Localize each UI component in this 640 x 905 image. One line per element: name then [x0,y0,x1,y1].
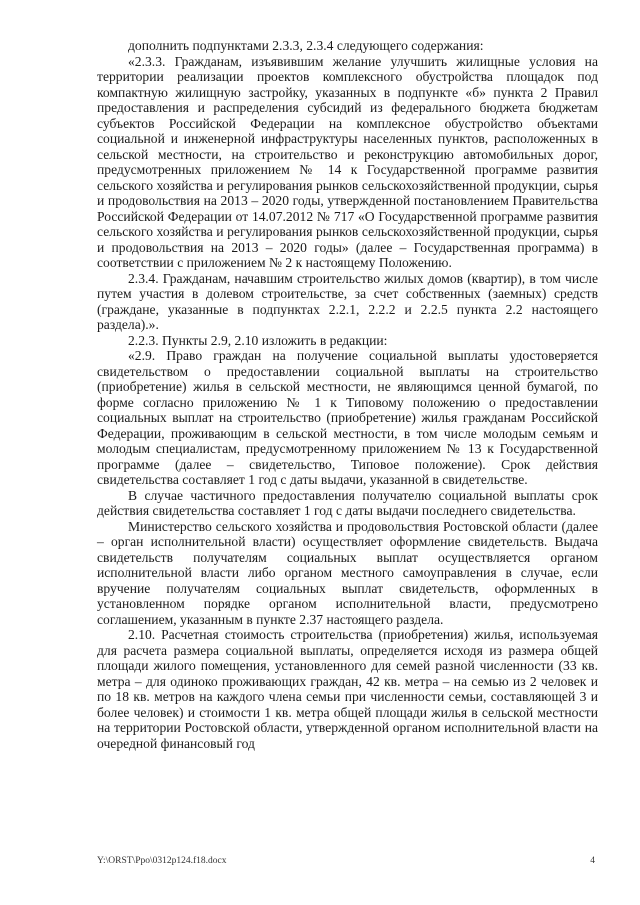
footer-page-number: 4 [590,856,595,866]
paragraph-2-2-3: 2.2.3. Пункты 2.9, 2.10 изложить в редакции: [128,332,388,348]
paragraph-partial-payment: В случае частичного предоставления получателю социальной выплаты срок действия свидетельства составляет 1 год с даты выдачи последнего свидетельства. [97,487,598,518]
paragraph-intro: дополнить подпунктами 2.3.3, 2.3.4 следующего содержания: [128,38,484,53]
paragraph-2-3-4: 2.3.4. Гражданам, начавшим строительство жилых домов (квартир), в том числе путем участия в долевом строительстве, за счет собственных (заемных) средств (граждане, указанные в подпунктах 2.2.1, 2.2.2 и 2.2.5 пункта 2.2 настоящего раздела).». [97,270,598,332]
paragraph-2-9: «2.9. Право граждан на получение социальной выплаты удостоверяется свидетельством о предоставлении социальной выплаты на строительство (приобретение) жилья в сельской местности, не являющимся ценной бумагой, по форме согласно приложению № 1 к Типовому положению о предоставлении социальных выплат на строительство (приобретение) жилья гражданам Российской Федерации, проживающим в сельской местности, в том числе молодым семьям и молодым специалистам, предусмотренному приложением № 13 к Государственной программе (далее – свидетельство, Типовое положение). Срок действия свидетельства составляет 1 год с даты выдачи, указанной в свидетельстве. [97,348,598,487]
paragraph-2-10: 2.10. Расчетная стоимость строительства (приобретения) жилья, используемая для расчета размера социальной выплаты, определяется исходя из размера общей площади жилого помещения, установленного для семей разной численности (33 кв. метра – для одиноко проживающих граждан, 42 кв. метра – на семью из 2 человек и по 18 кв. метров на каждого члена семьи при численности семьи, составляющей 3 и более человек) и стоимости 1 кв. метра общей площади жилья в сельской местности на территории Ростовской области, утвержденной органом исполнительной власти на очередной финансовый год [97,627,598,751]
document-body [97,38,598,751]
paragraph-2-3-3: «2.3.3. Гражданам, изъявившим желание улучшить жилищные условия на территории реализации проектов комплексного обустройства площадок под компактную жилищную застройку, указанных в подпункте «б» пункта 2 Правил предоставления и распределения субсидий из федерального бюджета бюджетам субъектов Российской Федерации на комплексное обустройство объектами социальной и инженерной инфраструктуры населенных пунктов, расположенных в сельской местности, на строительство и реконструкцию автомобильных дорог, предусмотренных приложением № 14 к Государственной программе развития сельского хозяйства и регулирования рынков сельскохозяйственной продукции, сырья и продовольствия на 2013 – 2020 годы, утвержденной постановлением Правительства Российской Федерации от 14.07.2012 № 717 «О Государственной программе развития сельского хозяйства и регулирования рынков сельскохозяйственной продукции, сырья и продовольствия на 2013 – 2020 годы» (далее – Государственная программа) в соответствии с приложением № 2 к настоящему Положению. [97,53,598,270]
footer-file-path: Y:\ORST\Ppo\0312p124.f18.docx [97,856,227,866]
paragraph-ministry: Министерство сельского хозяйства и продовольствия Ростовской области (далее – орган исполнительной власти) осуществляет оформление свидетельств. Выдача свидетельств получателям социальных выплат осуществляется органом исполнительной власти либо органом местного самоуправления в случае, если вручение получателям социальных выплат свидетельств, оформленных в установленном порядке органом исполнительной власти, предусмотрено соглашением, указанным в пункте 2.37 настоящего раздела. [97,518,598,627]
